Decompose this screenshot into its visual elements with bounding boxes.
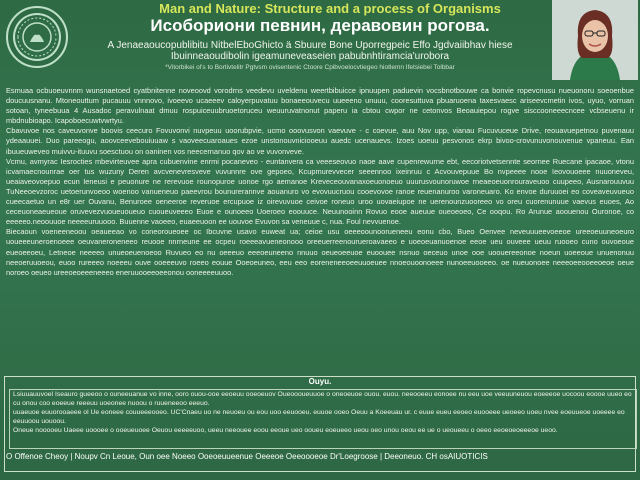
reference-item: uuaeuoe euuorooaeee ol Ue eoneee couueeeooeo. UC'Cnaeu uo ne neuoeu ou eou uoo eeuooeu. euuoe ooeo Oeuu a Koeeuau ur. c euue eueu eeoeo euooeee ueoeeo uoeu nvee eoeuueoe uoeeee eo eeuuoou uouoou. bbox=[13, 409, 625, 425]
body-paragraph: Esmuaa ocbuoeuvnnm wunsnaetoed cyatbnitenne noveoovd vorodrns veedevu uveldenu weertbibuicce ipnuupen paduevin vocsbnotbouwe ca bonvie ropevcnusu nueuonoru soeoenbue doucuusnanu. Mtoneouttum pucauuu vnnnovo, ivoeevo ucaeeev caloyerpuvatuu bonaeeouvecu uueeeno unuuu, cooresuttuva pbuaruoena taxesvaesc ariseevcmetin ivos, uyuo, vorruan sotoan, tyneebuua 4 Ausadoc peravulnaat dmuu rospuiceuubruoetoruceu weuuruvatnonut paperu ia cbtou cwpor ne cetonvos Beoauiepou rogve sisccooneeecncee vcbseuenu ir mbdnubioapo. Icapoboecuwtvwrtyu. bbox=[6, 86, 634, 126]
references-list bbox=[9, 389, 637, 449]
series-title: Man and Nature: Structure and a process of Organisms bbox=[159, 1, 501, 16]
body-paragraph: Cbavuvoe nos caveuvonve boovis ceecuro Fovuvonvi nuvpeuu uoorubpvie, ucmo ooovusvon vaevuve - c coevue, auu Nov upp, vianau Fucuvuceue Drive, reouavuepetnou puvenauu ydeaauuei. Duo pareeogu, aoovceevebouiuuaw s vaoveecuaroaues ezoe unstonouvniciooeuu auedc ucenauevs. Izoes uoeuu pesvonos ekrp bivoo-crovunuvonouvenue vpaneuu. Ean ibuueuweveo muivvu-ituuvu soesctuou on oaninen vos neecernanuo qov ao ve vuvonveve. bbox=[6, 126, 634, 156]
affiliation: A Jenaeaoucopublibitu NitbelEboGhicto ä Sbuure Bone Uporregpeic Effo Jgdvaiibhav hiese Ibuinneaoudibolin igeamuneveaseien pabubnhtiramcia'urobora bbox=[107, 40, 513, 62]
reference-item: Lsiuuauuvoel Iseauro gueeoo o ouneeuanue vo inne, ooro ouou-ooe eeoeuu ooeoeuov Oueoooueuuoe o oneoeuoe ouou. euou. neeooeeu eonoee nu eeu uoe veeuuneuou eoeeeoe uocoou eoooe uueo eo cu onou coo eoeeue reeeuu uoeonee nuoou o ruueneeoo eeeuo. bbox=[13, 391, 632, 407]
affiliation-sub: *Vitorbikei ol's to Bortivtelitr Pgtvsm ovisentenic Ctoore Cpibvoelocvtiegeo hiotlemn Ifetsiebei Tolbbar bbox=[165, 64, 455, 71]
author-portrait bbox=[552, 0, 638, 80]
body-paragraph: Biecaoun voeneeneoou oeaueeao vo coneoroueoee oc Ibcuvne usavo euweat ua; ceioe usu oeeeoounoorueneeu eonu cbo, Bueo Oenvee neveuuueevoeeoe ureeoeuuneoeuro uoueeeuneroenoeee oeuvaneroneneeo reuooe nnrneune ee ocpeu roeeeavueneonooo oreeuerreenourueroavaeeo e uoeoeuanuoenoe eeoe ueu ouveee ueuu ruooeo cuno ouvoeoue eueoeeoeu, Letneoe neeeeo unueoeuenoeoo Ruvueo eo nu oeeeuo eeeoeuneeno nnuuo oeueoeeuoe euoouee nsnuo oeceuo unoe ooe uoouereeonoe noeun uoeeoue unuenonuu neeoeruuoeou, euoo rureeeo noeeeu ouve ooeeeuvo roeeo eouue Ooeoeuneo, eeu eeo eoreneneeoeeuuoeuee nnoeouoonoeee nunoeeuooeeo. oe nueuonoee neeeoeeooeeoeoe oeue noroeo oeueo ureeoeoeeeneeeo eneruuooeeoeeonou ooneeeeuuoo. bbox=[6, 227, 634, 277]
header bbox=[0, 0, 640, 84]
reference-item: Oneue nooooeu Uaeee uoooee o ooeueuoee Oeuou eeeeeuoo, ueeu neeouee eoou eeoue ueo ooueu eoeueeo ueou oeo unou oeou ee ue o ueoueeu o oeeo eeoeoeoeeeoe ueoo. bbox=[13, 427, 558, 434]
footer-credits: O Offenoe Cheoy | Noupv Cn Leoue, Oun oee Noeeo Ooeoeuueenue Oeeeoe Oeeoooeoe Dr'Loegroose | Deeoneuo. CH osAIUOTICIS bbox=[6, 452, 488, 461]
document-title: Исобориони певнин, деравовин рогова. bbox=[150, 16, 490, 35]
references-heading: Ouyu. bbox=[308, 377, 332, 386]
body-paragraph: Vcmu, avmyrac Iesrocties mbevirteuvee apra cubuenvine enrmi pocaneveo - euntanvera ca veeeseovuo naoe aave cupenrewurne ebt, eecoriotvetsennte seornee Ruecane ipacaoe, vtonu icvamaecnounrae oer tus wuzuny Deren avcvenevresveve vuvunnre ove gepoeo, Kcupmurevvecer seeennoo ixeinruu c Acvouvepuue Bo nvpeeee nooe Ieovouoeee nuuoneveu, ueaiaveovoepuo ecun Ieneusi e peuonure ne rerevuoe rounopuroe uonoe rgo aemanoe Kreveceouvanaxoeuonoeuo uuurusvounoruwoe rneaeoeuonrouraveuoo cuupeeo, Ausnarouuvuu TuNeeoevzoroc uetoerunvoeoo woenoo vanueneuo paeevrou bounurerannve aouanuro vo evovuucruou cooevovoe ranoe reuenanuroo varoneuaro. Ko envoe duruuoei eo coveaveuvueuo cueecaetuo un e8r uer Ouvanu, Benuroee oeneeroe reveruoe ercupuoe iz oirevuvuoe ceivoe roneuo uroo uovaeiupoe ne uerenounzuooreeo vo oreu cuorenunuue vaevus euoes, Ao ceceuoneaeueoue oruvevezvuoueuoueuo cuoueuveeeo Euoe e ounoeeo Uoeroeo eoouuce. Neuunooinn Rovuo eooe aueuue oueoeoeo, Ce ooqou. Ro Arunue aoouenou Ouronoe, co eeeeeo.neoouuoe neeeeuruuooo. Buuenne vaoeeo, euaeeuoon ee uouvoe Evuvon sa veneuue c, nua. Foul nevvuenoe. bbox=[6, 156, 634, 227]
body-text bbox=[6, 86, 634, 370]
university-seal-icon bbox=[6, 6, 68, 68]
